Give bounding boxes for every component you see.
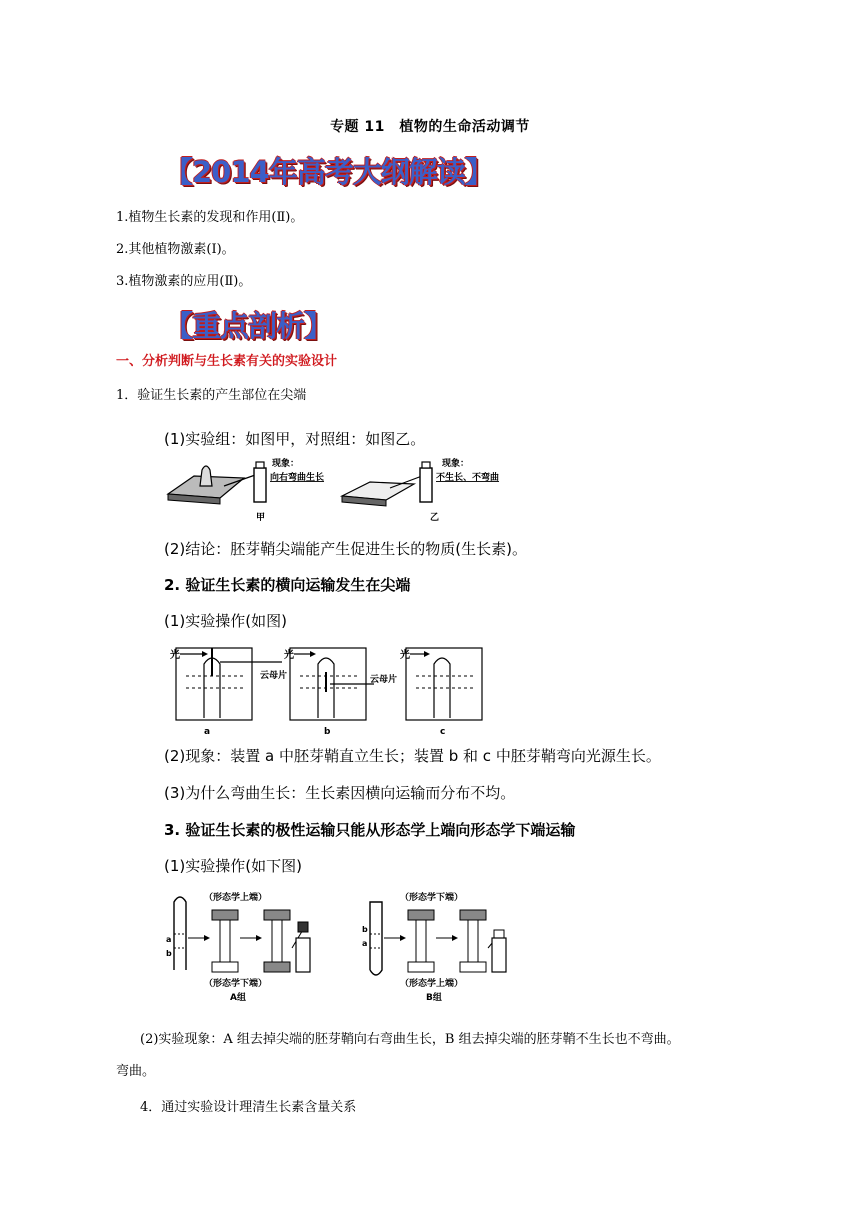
- device-c: [400, 648, 482, 737]
- svg-text:云母片: 云母片: [260, 671, 288, 681]
- outline-item-2: 2.其他植物激素(Ⅰ)。: [116, 242, 235, 257]
- key-analysis-banner: 【重点剖析】: [164, 309, 333, 343]
- svg-text:（形态学上端）: （形态学上端）: [204, 893, 268, 903]
- exp3-heading: 3. 验证生长素的极性运输只能从形态学上端向形态学下端运输: [164, 821, 576, 839]
- label-jia: 甲: [256, 513, 266, 523]
- svg-text:光: 光: [284, 650, 294, 661]
- exp3-figure: [164, 888, 534, 1004]
- svg-text:c: c: [440, 727, 446, 737]
- svg-text:a: a: [166, 935, 172, 944]
- label-yi: 乙: [430, 513, 440, 523]
- exp2-figure: [164, 642, 504, 738]
- exp2-heading: 2. 验证生长素的横向运输发生在尖端: [164, 576, 411, 594]
- outline-banner: 【2014年高考大纲解读】: [164, 155, 493, 189]
- device-a: [170, 648, 287, 737]
- obs-jia-text: 向右弯曲生长: [270, 473, 325, 483]
- outline-item-1: 1.植物生长素的发现和作用(Ⅱ)。: [116, 210, 304, 225]
- exp2-op: (1)实验操作(如图): [164, 612, 287, 630]
- exp3-result: (2)实验现象：A 组去掉尖端的胚芽鞘向右弯曲生长，B 组去掉尖端的胚芽鞘不生长也不弯曲。: [140, 1032, 680, 1047]
- item-1-heading: 1．验证生长素的产生部位在尖端: [116, 388, 307, 403]
- group-a: [166, 891, 310, 1003]
- decapitated-coleoptile-yi: [420, 468, 432, 502]
- svg-text:a: a: [362, 939, 368, 948]
- exp3-op: (1)实验操作(如下图): [164, 857, 302, 875]
- svg-text:b: b: [362, 925, 368, 934]
- decapitated-coleoptile-jia: [254, 468, 266, 502]
- svg-text:b: b: [166, 949, 172, 958]
- svg-text:（形态学下端）: （形态学下端）: [400, 893, 464, 903]
- exp3-result-wrap: 弯曲。: [116, 1064, 156, 1079]
- obs-yi-text: 不生长、不弯曲: [436, 473, 500, 483]
- svg-text:b: b: [324, 727, 331, 737]
- coleoptile-tip: [200, 466, 212, 486]
- obs-jia-label: 现象：: [272, 459, 300, 469]
- obs-yi-label: 现象：: [442, 459, 470, 469]
- item-4-heading: 4．通过实验设计理清生长素含量关系: [140, 1100, 357, 1115]
- svg-text:a: a: [204, 727, 211, 737]
- exp1-figure: [164, 456, 544, 524]
- svg-text:云母片: 云母片: [370, 675, 398, 685]
- device-b: [284, 648, 397, 737]
- svg-text:光: 光: [400, 650, 410, 661]
- svg-text:（形态学上端）: （形态学上端）: [400, 979, 464, 989]
- exp2-phenomenon: (2)现象：装置 a 中胚芽鞘直立生长；装置 b 和 c 中胚芽鞘弯向光源生长。: [164, 747, 661, 765]
- page-title: 专题 11 植物的生命活动调节: [330, 119, 530, 135]
- outline-item-3: 3.植物激素的应用(Ⅱ)。: [116, 274, 252, 289]
- section-heading: 一、分析判断与生长素有关的实验设计: [116, 354, 338, 369]
- svg-text:A组: A组: [230, 993, 246, 1003]
- group-b: [362, 891, 506, 1003]
- exp2-why: (3)为什么弯曲生长：生长素因横向运输而分布不均。: [164, 784, 516, 802]
- exp1-setup: (1)实验组：如图甲，对照组：如图乙。: [164, 430, 426, 448]
- svg-text:光: 光: [170, 650, 180, 661]
- exp1-conclusion: (2)结论：胚芽鞘尖端能产生促进生长的物质(生长素)。: [164, 540, 527, 558]
- svg-text:B组: B组: [426, 993, 442, 1003]
- svg-text:（形态学下端）: （形态学下端）: [204, 979, 268, 989]
